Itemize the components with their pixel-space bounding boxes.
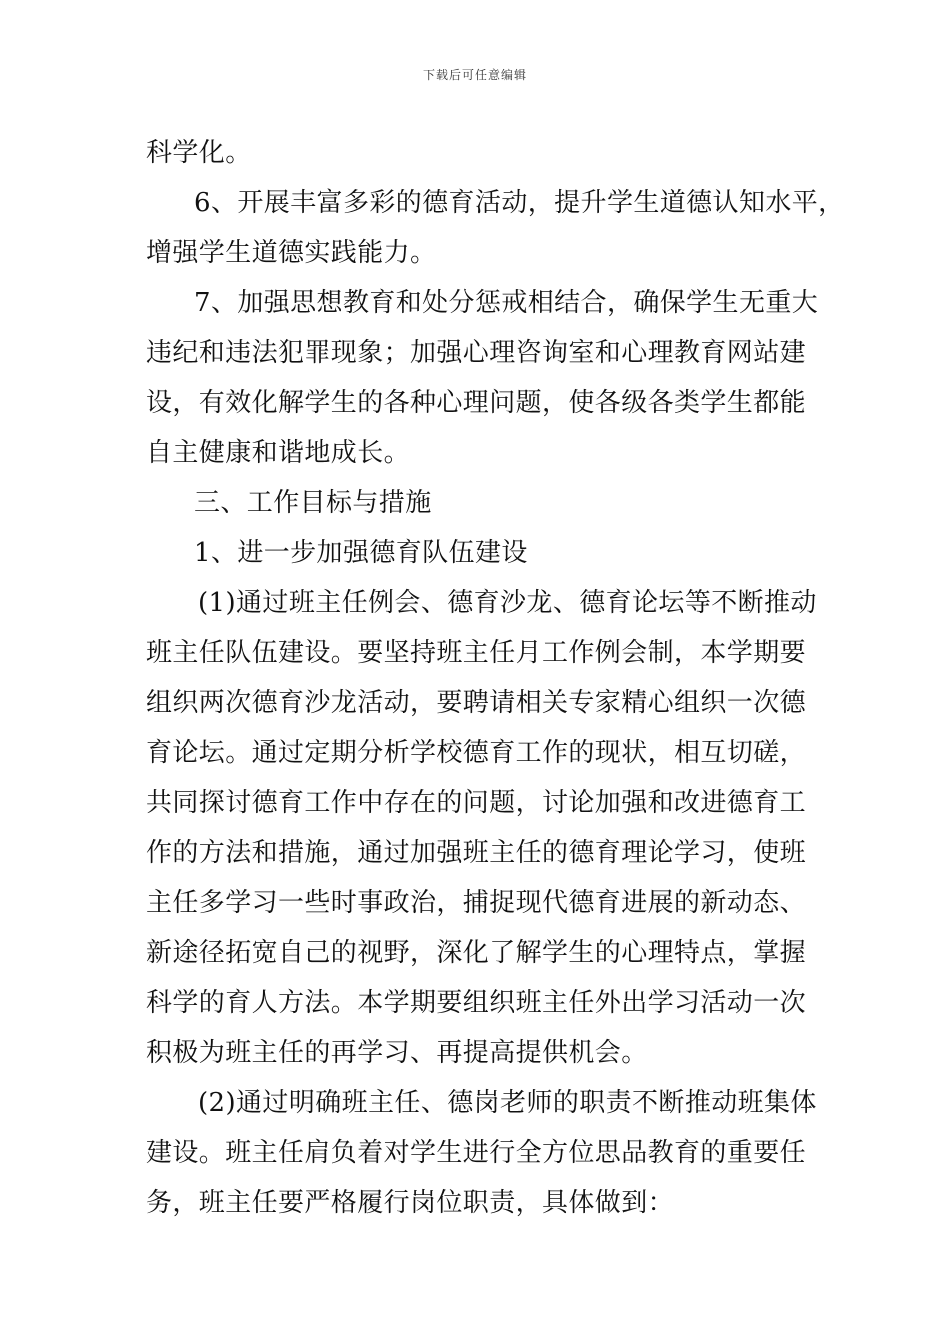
subsection-heading: 1、进一步加强德育队伍建设: [194, 538, 528, 568]
text-line: 主任多学习一些时事政治，捕捉现代德育进展的新动态、: [146, 888, 807, 918]
section-heading: 三、工作目标与措施: [194, 488, 432, 518]
text-line: 共同探讨德育工作中存在的问题，讨论加强和改进德育工: [146, 788, 807, 818]
text-line: 建设。班主任肩负着对学生进行全方位思品教育的重要任: [146, 1138, 807, 1168]
text-line: 科学化。: [146, 138, 252, 168]
document-body: [146, 128, 845, 1228]
text-line: 新途径拓宽自己的视野，深化了解学生的心理特点，掌握: [146, 938, 807, 968]
text-line: 积极为班主任的再学习、再提高提供机会。: [146, 1038, 648, 1068]
text-line: 科学的育人方法。本学期要组织班主任外出学习活动一次: [146, 988, 807, 1018]
text-line: 设，有效化解学生的各种心理问题，使各级各类学生都能: [146, 388, 807, 418]
text-line: (2)通过明确班主任、德岗老师的职责不断推动班集体: [198, 1088, 817, 1118]
text-line: 务，班主任要严格履行岗位职责，具体做到：: [146, 1188, 675, 1218]
text-line: (1)通过班主任例会、德育沙龙、德育论坛等不断推动: [198, 588, 817, 618]
text-line: 违纪和违法犯罪现象；加强心理咨询室和心理教育网站建: [146, 338, 807, 368]
text-line: 自主健康和谐地成长。: [146, 438, 411, 468]
text-line: 作的方法和措施，通过加强班主任的德育理论学习，使班: [146, 838, 807, 868]
text-line: 增强学生道德实践能力。: [146, 238, 437, 268]
text-line: 7、加强思想教育和处分惩戒相结合，确保学生无重大: [194, 288, 819, 318]
page-header: 下载后可任意编辑: [422, 68, 527, 82]
text-line: 班主任队伍建设。要坚持班主任月工作例会制，本学期要: [146, 638, 807, 668]
text-line: 育论坛。通过定期分析学校德育工作的现状，相互切磋，: [146, 738, 807, 768]
text-line: 组织两次德育沙龙活动，要聘请相关专家精心组织一次德: [146, 688, 807, 718]
text-line: 6、开展丰富多彩的德育活动，提升学生道德认知水平，: [194, 188, 845, 218]
